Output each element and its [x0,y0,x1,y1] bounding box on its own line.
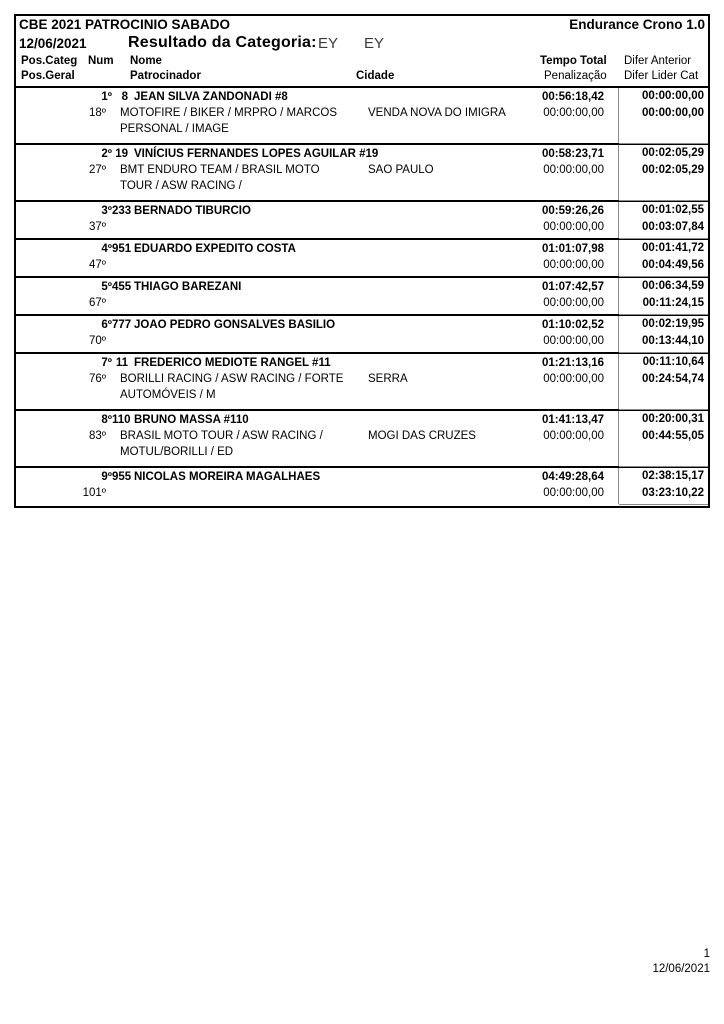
page-footer [652,947,710,977]
results-table [14,86,710,508]
cell-num: 110 [112,414,131,426]
cell-pos-geral: 47º [89,259,106,271]
cell-tempo-total: 00:59:26,26 [541,205,604,217]
cell-difer-anterior: 00:06:34,59 [641,280,704,292]
table-row[interactable] [16,202,708,240]
cell-penalizacao: 00:00:00,00 [543,430,604,442]
category-name: EY [364,35,385,52]
cell-num: 8 [121,91,128,103]
difer-cell-group [618,411,708,466]
column-header-cidade: Cidade [356,70,395,82]
cell-difer-lider-cat: 00:44:55,05 [641,430,704,442]
difer-cell-group [618,354,708,409]
cell-difer-anterior: 00:20:00,31 [641,413,704,425]
cell-patrocinador: MOTOFIRE / BIKER / MRPRO / MARCOS PERSONAL / IMAGE [120,105,360,137]
cell-penalizacao: 00:00:00,00 [543,335,604,347]
cell-tempo-total: 01:10:02,52 [541,319,604,331]
column-header-pos-geral: Pos.Geral [21,70,75,82]
cell-penalizacao: 00:00:00,00 [543,297,604,309]
cell-difer-anterior: 00:01:02,55 [641,204,704,216]
results-sheet [14,14,710,508]
cell-pos-geral: 76º [89,373,106,385]
cell-nome: BERNADO TIBURCIO [134,205,251,217]
cell-cidade: SERRA [368,373,408,385]
cell-cidade: MOGI DAS CRUZES [368,430,476,442]
cell-difer-lider-cat: 00:24:54,74 [641,373,704,385]
difer-cell-group [618,202,708,238]
column-header-patrocinador: Patrocinador [130,70,201,82]
difer-cell-spacer [619,236,708,239]
cell-patrocinador: BORILLI RACING / ASW RACING / FORTE AUTOMÓVEIS / M [120,371,360,403]
event-title: CBE 2021 PATROCINIO SABADO [19,17,231,32]
difer-cell-group [618,145,708,200]
cell-pos-categ: 6º [101,319,112,331]
cell-pos-geral: 27º [89,164,106,176]
difer-cell-group [618,316,708,352]
difer-cell-spacer [619,312,708,315]
cell-nome: FREDERICO MEDIOTE RANGEL #11 [134,357,331,369]
cell-difer-lider-cat: 00:00:00,00 [641,107,704,119]
cell-cidade: SAO PAULO [368,164,434,176]
table-row[interactable] [16,411,708,468]
cell-pos-categ: 9º [101,471,112,483]
cell-difer-lider-cat: 00:03:07,84 [641,221,704,233]
document-header [14,14,710,54]
cell-nome: VINÍCIUS FERNANDES LOPES AGUILAR #19 [134,148,379,160]
cell-penalizacao: 00:00:00,00 [543,221,604,233]
difer-cell-spacer [619,274,708,277]
cell-pos-geral: 101º [82,487,106,499]
cell-tempo-total: 00:56:18,42 [541,91,604,103]
cell-num: 455 [112,281,132,293]
difer-cell-spacer [619,445,708,467]
cell-difer-lider-cat: 03:23:10,22 [641,487,704,499]
cell-difer-anterior: 02:38:15,17 [641,470,704,482]
cell-difer-anterior: 00:00:00,00 [641,90,704,102]
cell-num: 19 [115,148,128,160]
cell-num: 777 [112,319,132,331]
column-header-tempo-total: Tempo Total [540,55,607,67]
cell-penalizacao: 00:00:00,00 [543,107,604,119]
difer-cell-group [618,240,708,276]
cell-pos-geral: 37º [89,221,106,233]
difer-cell-spacer [619,388,708,410]
difer-cell-spacer [619,122,708,144]
cell-penalizacao: 00:00:00,00 [543,259,604,271]
cell-pos-categ: 1º [101,91,112,103]
cell-penalizacao: 00:00:00,00 [543,164,604,176]
cell-difer-lider-cat: 00:11:24,15 [642,297,704,309]
cell-num: 951 [112,243,132,255]
cell-pos-categ: 3º [101,205,112,217]
cell-nome: JOAO PEDRO GONSALVES BASILIO [134,319,336,331]
table-row[interactable] [16,468,708,506]
column-header-difer-anterior: Difer Anterior [624,55,692,67]
cell-pos-categ: 4º [101,243,112,255]
cell-tempo-total: 01:21:13,16 [541,357,604,369]
cell-pos-categ: 7º [101,357,112,369]
difer-cell-group [618,88,708,143]
cell-pos-geral: 70º [89,335,106,347]
cell-num: 955 [112,471,132,483]
cell-num: 11 [115,357,128,369]
cell-cidade: VENDA NOVA DO IMIGRA [368,107,506,119]
cell-tempo-total: 04:49:28,64 [541,471,604,483]
cell-tempo-total: 01:07:42,57 [541,281,604,293]
result-label: Resultado da Categoria: [128,34,317,51]
cell-nome: EDUARDO EXPEDITO COSTA [134,243,296,255]
cell-difer-anterior: 00:02:05,29 [641,147,704,159]
cell-nome: BRUNO MASSA #110 [134,414,249,426]
column-header-num: Num [88,55,114,67]
cell-difer-lider-cat: 00:13:44,10 [641,335,704,347]
cell-pos-geral: 83º [89,430,106,442]
cell-nome: THIAGO BAREZANI [134,281,242,293]
table-row[interactable] [16,278,708,316]
cell-pos-categ: 5º [101,281,112,293]
page-number: 1 [703,948,710,960]
difer-cell-group [618,468,708,504]
table-row[interactable] [16,316,708,354]
cell-penalizacao: 00:00:00,00 [543,487,604,499]
table-row[interactable] [16,354,708,411]
cell-patrocinador: BMT ENDURO TEAM / BRASIL MOTO TOUR / ASW RACING / [120,162,360,194]
software-name: Endurance Crono 1.0 [569,17,705,32]
cell-nome: NICOLAS MOREIRA MAGALHAES [134,471,321,483]
cell-difer-lider-cat: 00:02:05,29 [641,164,704,176]
cell-patrocinador-line2: PERSONAL / IMAGE [120,123,229,135]
event-date: 12/06/2021 [19,36,87,51]
cell-pos-categ: 2º [101,148,112,160]
cell-tempo-total: 00:58:23,71 [541,148,604,160]
cell-penalizacao: 00:00:00,00 [543,373,604,385]
cell-pos-categ: 8º [101,414,112,426]
cell-tempo-total: 01:41:13,47 [541,414,604,426]
cell-nome: JEAN SILVA ZANDONADI #8 [134,91,288,103]
difer-cell-group [618,278,708,314]
cell-num: 233 [112,205,132,217]
column-header-nome: Nome [130,55,162,67]
footer-date: 12/06/2021 [652,963,710,975]
table-row[interactable] [16,145,708,202]
difer-cell-spacer [619,179,708,201]
cell-tempo-total: 01:01:07,98 [541,243,604,255]
cell-patrocinador-line2: MOTUL/BORILLI / ED [120,446,234,458]
difer-cell-spacer [619,502,708,505]
column-header-pos-categ: Pos.Categ [21,55,78,67]
category-code: EY [318,35,339,52]
difer-cell-spacer [619,350,708,353]
header-subtitle-row [16,34,708,54]
cell-difer-anterior: 00:01:41,72 [641,242,704,254]
cell-difer-lider-cat: 00:04:49,56 [641,259,704,271]
cell-difer-anterior: 00:11:10,64 [642,356,704,368]
cell-pos-geral: 18º [89,107,106,119]
column-header-penalizacao: Penalização [544,70,607,82]
cell-patrocinador-line2: AUTOMÓVEIS / M [120,389,216,401]
cell-patrocinador: BRASIL MOTO TOUR / ASW RACING / MOTUL/BORILLI / ED [120,428,360,460]
table-row[interactable] [16,88,708,145]
header-title-row [16,16,708,34]
cell-pos-geral: 67º [89,297,106,309]
table-row[interactable] [16,240,708,278]
cell-difer-anterior: 00:02:19,95 [641,318,704,330]
column-header-difer-lider-cat: Difer Lider Cat [624,70,699,82]
column-headers [14,54,710,86]
cell-patrocinador-line2: TOUR / ASW RACING / [120,180,242,192]
